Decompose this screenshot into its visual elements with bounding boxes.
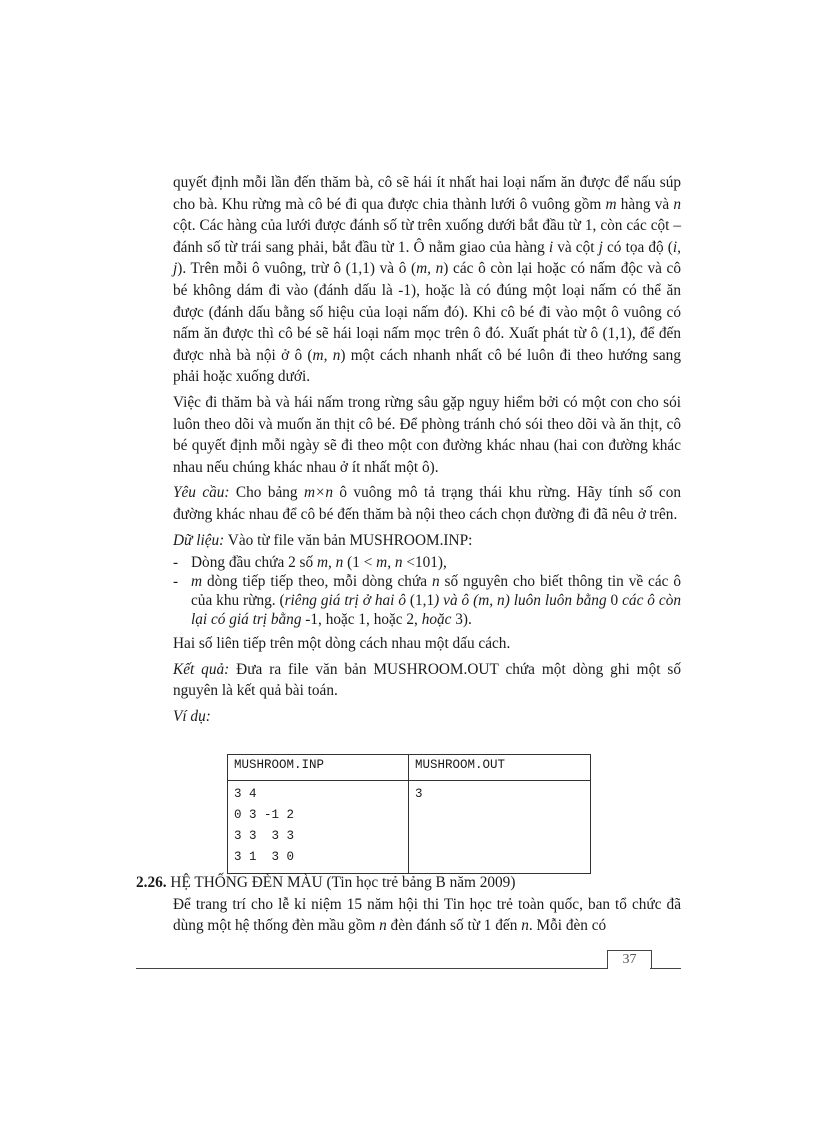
paragraph-input: Dữ liệu: Vào từ file văn bản MUSHROOM.INP: — [173, 531, 473, 549]
table-header-input: MUSHROOM.INP — [228, 755, 409, 781]
footer-rule-left — [136, 968, 607, 969]
table-header-output: MUSHROOM.OUT — [409, 755, 591, 781]
table-cell-output: 3 — [409, 781, 591, 874]
requirement-label: Yêu cầu: — [173, 484, 230, 502]
paragraph-wolf: Việc đi thăm bà và hái nấm trong rừng sâu gặp nguy hiểm bởi có một con cho sói luôn theo dõi và muốn ăn thịt cô bé. Để phòng tránh chó sói theo dõi và ăn thịt, cô bé quyết định mỗi ngày sẽ đi theo một con đường khác nhau (hai con đường khác nhau nếu chúng khác nhau ở ít nhất một ô). — [173, 393, 681, 476]
paragraph-separator: Hai số liên tiếp trên một dòng cách nhau một dấu cách. — [173, 635, 511, 653]
list-item: - m dòng tiếp tiếp theo, mỗi dòng chứa n số nguyên cho biết thông tin về các ô của khu rừng. (riêng giá trị ở hai ô (1,1) và ô (m, n) luôn luôn bằng 0 các ô còn lại có giá trị bằng -1, hoặc 1, hoặc 2, hoặc 3). — [173, 572, 681, 629]
table-cell-input: 3 4 0 3 -1 2 3 3 3 3 3 1 3 0 — [228, 781, 409, 874]
page-number: 37 — [607, 950, 652, 969]
list-item: - Dòng đầu chứa 2 số m, n (1 < m, n <101), — [173, 553, 681, 572]
paragraph-requirement: Yêu cầu: Cho bảng m×n ô vuông mô tả trạng thái khu rừng. Hãy tính số con đường khác nhau để cô bé đến thăm bà nội theo cách chọn đường đi đã nêu ở trên. — [173, 484, 681, 523]
section-title: HỆ THỐNG ĐÈN MÀU (Tin học trẻ bảng B năm 2009) — [166, 874, 516, 891]
paragraph-mushroom-description: quyết định mỗi lần đến thăm bà, cô sẽ hái ít nhất hai loại nấm ăn được để nấu súp cho bà. Khu rừng mà cô bé đi qua được chia thành lưới ô vuông gồm m hàng và n cột. Các hàng của lưới được đánh số từ trên xuống dưới bắt đầu từ 1, còn các cột – đánh số từ trái sang phải, bắt đầu từ 1. Ô nằm giao của hàng i và cột j có tọa độ (i, j). Trên mỗi ô vuông, trừ ô (1,1) và ô (m, n) các ô còn lại hoặc có nấm độc và cô bé không dám đi vào (đánh dấu là -1), hoặc là có đúng một loại nấm có thể ăn được (đánh dấu bằng số hiệu của loại nấm đó). Khi cô bé đi vào một ô vuông có nấm ăn được thì cô bé sẽ hái loại nấm mọc trên ô đó. Xuất phát từ ô (1,1), để đến được nhà bà nội ở ô (m, n) một cách nhanh nhất cô bé luôn đi theo hướng sang phải hoặc xuống dưới. — [173, 174, 681, 386]
example-label: Ví dụ: — [173, 707, 211, 725]
section-body: Để trang trí cho lễ kỉ niệm 15 năm hội thi Tin học trẻ toàn quốc, ban tổ chức đã dùng một hệ thống đèn mầu gồm n đèn đánh số từ 1 đến n. Mỗi đèn có — [173, 895, 681, 935]
input-label: Dữ liệu: — [173, 531, 225, 549]
input-format-list — [173, 553, 681, 629]
section-heading — [136, 872, 681, 894]
footer-rule-right — [650, 968, 681, 969]
section-2-26 — [136, 872, 681, 937]
main-text — [173, 172, 681, 727]
paragraph-output: Kết quả: Đưa ra file văn bản MUSHROOM.OUT chứa một dòng ghi một số nguyên là kết quả bài toán. — [173, 660, 682, 700]
example-table — [227, 754, 591, 874]
output-label: Kết quả: — [173, 660, 230, 678]
section-number: 2.26. — [136, 874, 167, 891]
